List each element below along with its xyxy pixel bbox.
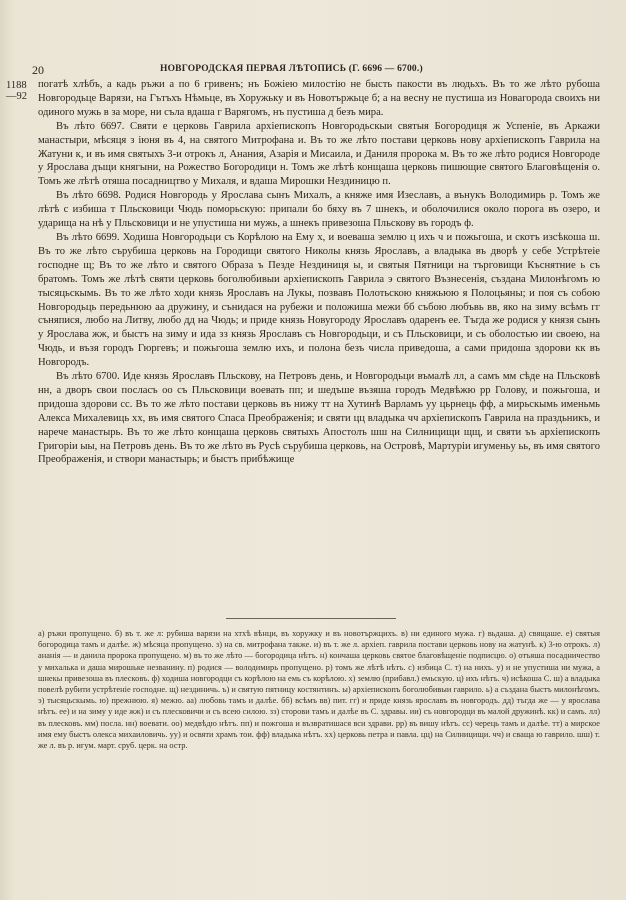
- footnote-divider: [226, 618, 396, 619]
- paragraph-1: погатѣ хлѣбъ, а кадь ръжи а по 6 гривенъ; нъ Божiею милостiю не бысть пакости въ людьхъ. Въ то же лѣто рубоша Новгородьце Варязи, на Гътъхъ Нѣмьце, въ Хоружьку и въ Новотържьце б; а на весну не пустиша из Новагорода своихъ ни одиного мужь в за море, ни съла вдаша г Варягомъ, нъ пустиша д безъ мира.: [38, 79, 600, 118]
- running-title: НОВГОРОДСКАЯ ПЕРВАЯ ЛѢТОПИСЬ (Г. 6696 — 6700.): [160, 64, 423, 74]
- footnotes: а) ръжи пропущено. б) въ т. же л: рубиша варязи на хтхѣ вѣнци, въ хоружку и въ новотържцихъ. в) ни единого мужа. г) вьдаша. д) свящаше. е) святыя богородица тамъ и далѣе. ж) мѣсяца пропущено. з) на св. митрофана также. и) въ т. же л. архiеп. гаврила постави церковь нову на жатунѣ. к) 3-ю отрокъ. л) ананiя — и данила пророка пропущено. м) въ то же лѣто — богородица нѣтъ. н) кончаша церковь святое благовѣщенiе подписцю. о) отъяша посадничество у михалька и даша мирошьке незванину. п) родися — володимирь пропущено. р) томъ же лѣтѣ нѣтъ. с) избица С. т) на нихъ. у) и не упустиша ни мужа, а шнекы привезоша въ плесковъ. ф) ходиша новгородци съ корѣлою на емь съ корѣлою. х) землю (прибавл.) емьскую. ц) ихъ нѣтъ. ч) исѣкоша С. ш) а владыка повелѣ рубити устрѣтенiе господне. щ) нездиничь. ъ) и святую пятницу костянтинъ. ы) архiепископъ боголюбивыи гаврило. ь) а създана быстъ милонѣгомъ. э) тысяцьскымь. ю) прежнюю. я) межю. аа) любовь тамъ и далѣе. бб) всѣмъ вв) пит. гг) и приде князь ярославъ въ новгородъ. дд) тъгда же — у ярослава нѣтъ. ее) и на зиму у иде жж) и съ плесковичи и съ всею силою. зз) сторови тамъ и далѣе въ С. здравы. ии) съ новгородци въ малой дружинѣ. кк) и самъ. лл) въ плесковъ. мм) посла. нн) воевати. оо) медвѣдю нѣтъ. пп) и пожгоша и възвратишася вси здрави. рр) въ вишу нѣтъ. сс) черець тамъ и далѣе. тт) а мирское имя ему быстъ олекса михаиловичь. уу) и освяти храмъ тои. фф) владыка нѣтъ. хх) церковь петра и павла. цц) на Силницищи. чч) и сваща ю гаврило. шш) т. же л. въ р. игум. март. сруб. церк. на остр.: [38, 629, 600, 751]
- paragraph-6699: Въ лѣто 6699. Ходиша Новгородьци съ Корѣлою на Ему х, и воеваша землю ц ихъ ч и пожьгоша, и скотъ изсѣкоша ш. Въ то же лѣто сърубиша церковь на Городищи святого Николы князь Ярославъ, а владыка въ дворѣ у себе Устрѣтеiе господне щ; Въ то же лѣто и святого Образа ъ Пезде Нездиниця ы, и святыя Пятници на търговищи Къснятние ь съ братомъ. Томъ же лѣтѣ святи церковь боголюбивыи архiепископъ Гаврила э святого Възнесенiя, създана Милонѣгомъ ю тысяцьскымь. Въ то же лѣто ходи князь Ярославъ на Лукы, позвавъ Полотьскою княжьюю я Полоцьяны; и поя съ собою Новгородьць передьнюю аа дружину, и сънидася на рубежи и положиша межи бб събою любъвь вв, яко на зиму всѣмъ гг съняпися, любо на Литву, любо дд на Чюдь; и приде князь Новугороду Ярославъ одаренъ ее. Тъгда же родися у князя сынъ у Ярослава жж, и быстъ на зиму и ида зз князь Ярославъ съ Новгородьци, и съ Пльсковици, и съ оболостью ии своею, на Чюдь, и възя городъ Гюргевъ; и пожьгоша землю ихъ, и полона безъ числа приведоша, а сами придоша здорови кк въ Новгородъ.: [38, 231, 600, 369]
- paragraph-6700: Въ лѣто 6700. Иде князь Ярославъ Пльскову, на Петровъ день, и Новгородьци въмалѣ лл, а самъ мм сѣде на Пльсковѣ нн, а дворъ свои посласъ оо съ Пльсковици воевать пп; и шедъше възяша городъ Медвѣжю рр Голову, и пожьгоша, и придоша здорови сс. Въ то же лѣто постави церковь въ нижу тт на Хутинѣ Варламъ уу цьрнець фф, а мирьскымь именьмь Алекса Михалевиць хх, въ имя святого Спаса Преображенiя; и святи цц владыка чч архiепископъ Гаврила на праздьникъ, и нарече манастырь. Въ то же лѣто конщаша церковь святыхъ Апостолъ шш на Силницищи щщ, и святи ъъ архiепископъ Григорiи ыы, на Петровъ день. Въ то же лѣто въ Русѣ сърубиша церковь, на Островѣ, Мартурiи игуменьу ьь, въ имя святого Преображенiя, и створи манастырь; и быстъ прибѣжище: [38, 371, 600, 466]
- margin-year-reference: 1188 —92: [6, 80, 27, 102]
- running-header: [32, 63, 602, 77]
- paragraph-6697: Въ лѣто 6697. Святи е церковь Гаврила архiепископъ Новгородьскыи святыя Богородиця ж Успенiе, въ Аркажи манастыри, мѣсяця з iюня въ 4, на святого Митрофана и. Въ то же лѣто постави церковь нову архiепископъ Гаврила на Жатуни к, и въ имя святыхъ 3-и отрокъ л, Анания, Азарiя и Мисаила, и Даниля пророка м. Въ то же лѣто родися Новгороде у Ярослава дъщи княгыни, на Рожество Богородици н. Томъ же лѣтѣ конщаша церковь пишющие святого Благовѣщенiя о. Томъ же лѣтѣ отяша посадництво у Михаля, и вдаша Мирошки Нездиницю п.: [38, 120, 600, 188]
- page-number: 20: [32, 63, 44, 77]
- paragraph-6698: Въ лѣто 6698. Родися Новгородь у Ярослава сынъ Михалъ, а княже имя Изеславъ, а вънукъ Володимирь р. Томъ же лѣтѣ с избиша т Пльсковици Чюдь поморьскую: припали бо бяху въ 7 шнекъ, и оболочилися около порога въ озеро, и ударища на нѣ у Пльсковици и не упустиша ни мужь, а шнекъ привезоша Пльскову въ городъ ф.: [38, 190, 600, 230]
- chronicle-text: [38, 78, 600, 467]
